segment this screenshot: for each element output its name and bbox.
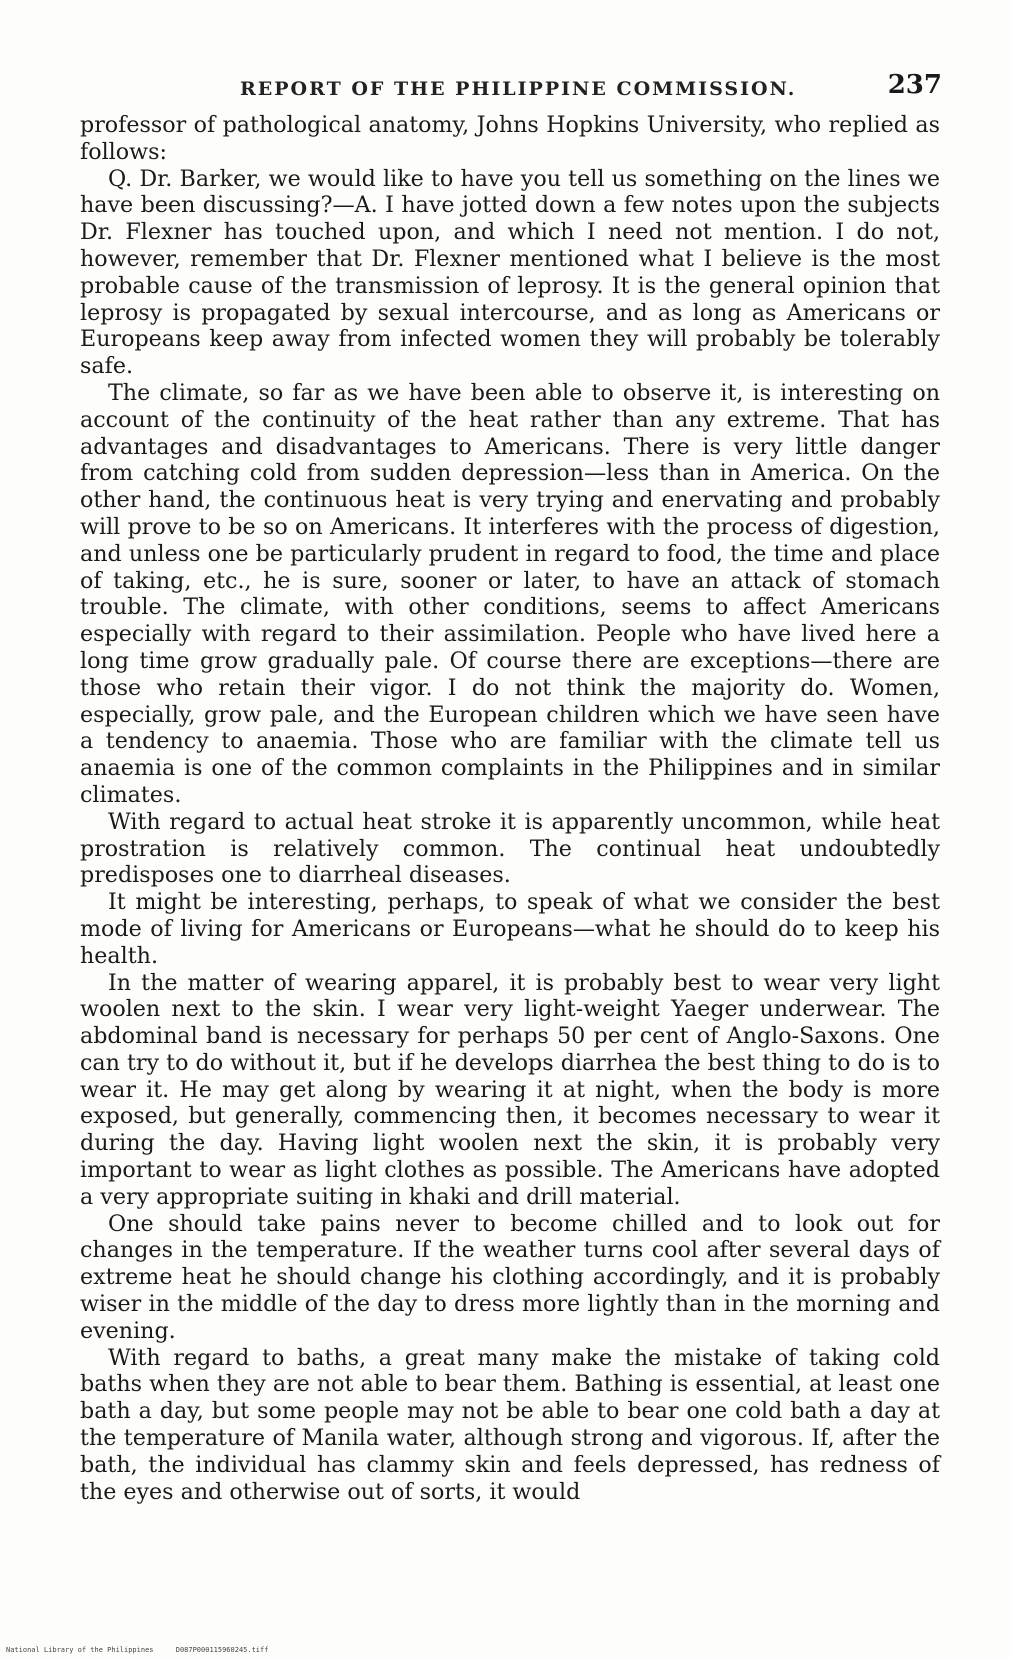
library-credit: National Library of the Philippines <box>6 1646 154 1654</box>
page-number: 237 <box>887 70 942 100</box>
paragraph: With regard to actual heat stroke it is apparently uncommon, while heat prostration is relatively common. The continual heat undoubtedly predisposes one to diarrheal diseases. <box>80 808 940 889</box>
paragraph: With regard to baths, a great many make the mistake of taking cold baths when they are not able to bear them. Bathing is essential, at least one bath a day, but some people may not be able to bear one cold bath a day at the temperature of Manila water, although strong and vigorous. If, after the bath, the individual has clammy skin and feels depressed, has redness of the eyes and otherwise out of sorts, it would <box>80 1344 940 1505</box>
scan-footer <box>6 1646 286 1654</box>
paragraph: Q. Dr. Barker, we would like to have you tell us something on the lines we have been discussing?—A. I have jotted down a few notes upon the subjects Dr. Flexner has touched upon, and which I need not mention. I do not, however, remember that Dr. Flexner mentioned what I believe is the most probable cause of the transmission of leprosy. It is the general opinion that leprosy is propagated by sexual intercourse, and as long as Americans or Europeans keep away from infected women they will probably be tolerably safe. <box>80 165 940 380</box>
paragraph: In the matter of wearing apparel, it is probably best to wear very light woolen next to the skin. I wear very light-weight Yaeger underwear. The abdominal band is necessary for perhaps 50 per cent of Anglo-Saxons. One can try to do without it, but if he develops diarrhea the best thing to do is to wear it. He may get along by wearing it at night, when the body is more exposed, but generally, commencing then, it becomes necessary to wear it during the day. Having light woolen next the skin, it is probably very important to wear as light clothes as possible. The Americans have adopted a very appropriate suiting in khaki and drill material. <box>80 969 940 1210</box>
running-title: REPORT OF THE PHILIPPINE COMMISSION. <box>240 78 797 100</box>
paragraph: professor of pathological anatomy, Johns Hopkins University, who replied as follows: <box>80 112 940 165</box>
paragraph: It might be interesting, perhaps, to speak of what we consider the best mode of living for Americans or Europeans—what he should do to keep his health. <box>80 889 940 969</box>
paragraph: One should take pains never to become chilled and to look out for changes in the temperature. If the weather turns cool after several days of extreme heat he should change his clothing accordingly, and it is probably wiser in the middle of the day to dress more lightly than in the morning and evening. <box>80 1210 940 1344</box>
body-text <box>80 112 940 1505</box>
page-header <box>80 70 950 110</box>
paragraph: The climate, so far as we have been able to observe it, is interesting on account of the continuity of the heat rather than any extreme. That has advantages and disadvantages to Americans. There is very little danger from catching cold from sudden depression—less than in America. On the other hand, the continuous heat is very trying and enervating and probably will prove to be so on Americans. It interferes with the process of digestion, and unless one be particularly prudent in regard to food, the time and place of taking, etc., he is sure, sooner or later, to have an attack of stomach trouble. The climate, with other conditions, seems to affect Americans especially with regard to their assimilation. People who have lived here a long time grow gradually pale. Of course there are exceptions—there are those who retain their vigor. I do not think the majority do. Women, especially, grow pale, and the European children which we have seen have a tendency to anaemia. Those who are familiar with the climate tell us anaemia is one of the common complaints in the Philippines and in similar climates. <box>80 379 940 808</box>
file-name: D087P000115960245.tiff <box>175 1646 269 1654</box>
